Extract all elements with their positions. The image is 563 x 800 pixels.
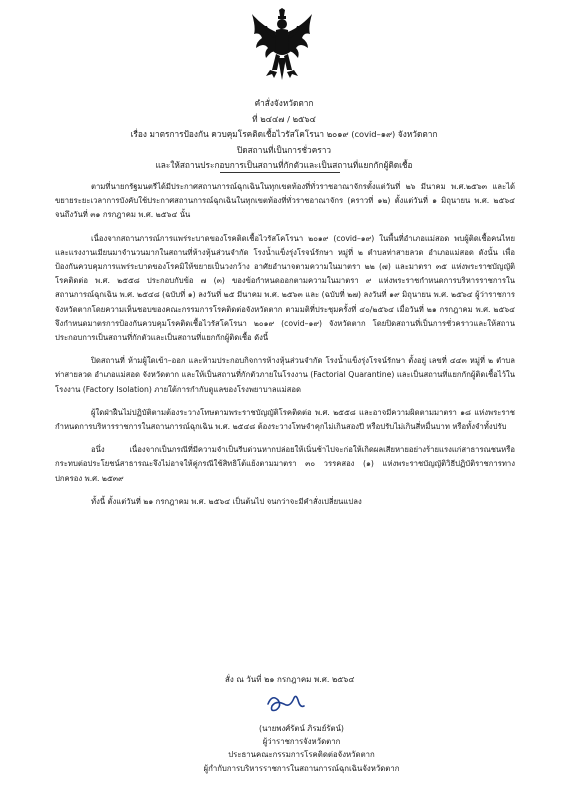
paragraph-closure: ปิดสถานที่ ห้ามผู้ใดเข้า–ออก และห้ามประกอบกิจการห้างหุ้นส่วนจำกัด โรงน้ำแข็งรุ่งโรจน์รักษา ตั้งอยู่ เลขที่ ๔๔๓ หมู่ที่ ๒ ตำบลท่าสายลวด อำเภอแม่สอด จังหวัดตาก และให้เป็นสถานที่กักตัวภายในโรงงาน (Factorial Quarantine) และเป็นสถานที่แยกกักผู้ติดเชื้อไว้ในโรงงาน (Factory Isolation) ภายใต้การกำกับดูแลของโรงพยาบาลแม่สอด (55, 356, 515, 394)
signer-title-committee-chair: ประธานคณะกรรมการโรคติดต่อจังหวัดตาก (228, 750, 375, 760)
subject-line-1: เรื่อง มาตรการป้องกัน ควบคุมโรคติดเชื้อไวรัสโคโรนา ๒๐๑๙ (covid–๑๙) จังหวัดตาก (130, 129, 438, 140)
signature-icon (262, 690, 308, 716)
paragraph-urgency: อนึ่ง เนื่องจากเป็นกรณีที่มีความจำเป็นรีบด่วนหากปล่อยให้เนิ่นช้าไปจะก่อให้เกิดผลเสียหายอย่างร้ายแรงแก่สาธารณชนหรือกระทบต่อประโยชน์สาธารณะจึงไม่อาจให้คู่กรณีใช้สิทธิโต้แย้งตามมาตรา ๓๐ วรรคสอง (๑) แห่งพระราชบัญญัติวิธีปฏิบัติราชการทางปกครอง พ.ศ. ๒๕๓๙ (55, 445, 515, 483)
paragraph-effective-date: ทั้งนี้ ตั้งแต่วันที่ ๒๑ กรกฎาคม พ.ศ. ๒๕๖๔ เป็นต้นไป จนกว่าจะมีคำสั่งเปลี่ยนแปลง (91, 496, 362, 506)
order-number: ที่ ๒๔๔๗ / ๒๕๖๔ (252, 113, 316, 124)
header-divider (220, 172, 340, 173)
subject-line-3: และให้สถานประกอบการเป็นสถานที่กักตัวและเป็นสถานที่แยกกักผู้ติดเชื้อ (155, 160, 413, 171)
order-body (55, 180, 515, 514)
signer-title-governor: ผู้ว่าราชการจังหวัดตาก (262, 737, 341, 747)
order-header (55, 96, 513, 174)
paragraph-measures: เนื่องจากสถานการณ์การแพร่ระบาดของโรคติดเชื้อไวรัสโคโรนา ๒๐๑๙ (covid–๑๙) ในพื้นที่อำเภอแม่สอด พบผู้ติดเชื้อคนไทยและแรงงานเมียนมาจำนวนมากในสถานที่ห้างหุ้นส่วนจำกัด โรงน้ำแข็งรุ่งโรจน์รักษา หมู่ที่ ๒ ตำบลท่าสายลวด อำเภอแม่สอด ดังนั้น เพื่อป้องกันควบคุมการแพร่ระบาดของโรคมิให้ขยายเป็นวงกว้าง อาศัยอำนาจตามความในมาตรา ๒๒ (๗) และมาตรา ๓๕ แห่งพระราชบัญญัติโรคติดต่อ พ.ศ. ๒๕๕๘ ประกอบกับข้อ ๗ (๓) ของข้อกำหนดออกตามความในมาตรา ๙ แห่งพระราชกำหนดการบริหารราชการในสถานการณ์ฉุกเฉิน พ.ศ. ๒๕๔๘ (ฉบับที่ ๑) ลงวันที่ ๒๕ มีนาคม พ.ศ. ๒๕๖๓ และ (ฉบับที่ ๒๗) ลงวันที่ ๑๙ มิถุนายน พ.ศ. ๒๕๖๔ ผู้ว่าราชการจังหวัดตากโดยความเห็นชอบของคณะกรรมการโรคติดต่อจังหวัดตาก ตามมติที่ประชุมครั้งที่ ๔๐/๒๕๖๔ เมื่อวันที่ ๒๑ กรกฎาคม พ.ศ. ๒๕๖๔ จึงกำหนดมาตรการป้องกันควบคุมโรคติดเชื้อไวรัสโคโรนา ๒๐๑๙ (covid–๑๙) จังหวัดตาก โดยปิดสถานที่เป็นการชั่วคราวและให้สถานประกอบการเป็นสถานที่กักตัวและเป็นสถานที่แยกกักผู้ติดเชื้อ ดังนี้ (55, 233, 515, 343)
order-title: คำสั่งจังหวัดตาก (254, 98, 314, 108)
signer-title-emergency-director: ผู้กำกับการบริหารราชการในสถานการณ์ฉุกเฉินจังหวัดตาก (203, 763, 400, 773)
subject-line-2: ปิดสถานที่เป็นการชั่วคราว (236, 144, 332, 155)
paragraph-penalty: ผู้ใดฝ่าฝืนไม่ปฏิบัติตามต้องระวางโทษตามพระราชบัญญัติโรคติดต่อ พ.ศ. ๒๕๕๘ และอาจมีความผิดตามมาตรา ๑๘ แห่งพระราชกำหนดการบริหารราชการในสถานการณ์ฉุกเฉิน พ.ศ. ๒๕๔๘ ต้องระวางโทษจำคุกไม่เกินสองปี หรือปรับไม่เกินสี่หมื่นบาท หรือทั้งจำทั้งปรับ (55, 407, 515, 432)
paragraph-background: ตามที่นายกรัฐมนตรีได้มีประกาศสถานการณ์ฉุกเฉินในทุกเขตท้องที่ทั่วราชอาณาจักรตั้งแต่วันที่ ๒๖ มีนาคม พ.ศ.๒๕๖๓ และได้ขยายระยะเวลาการบังคับใช้ประกาศสถานการณ์ฉุกเฉินในทุกเขตท้องที่ทั่วราชอาณาจักร (คราวที่ ๑๒) ตั้งแต่วันที่ ๑ มิถุนายน พ.ศ. ๒๕๖๔ จนถึงวันที่ ๓๑ กรกฎาคม พ.ศ. ๒๕๖๔ นั้น (55, 182, 515, 220)
garuda-emblem-icon (250, 8, 314, 86)
ordered-date: สั่ง ณ วันที่ ๒๑ กรกฎาคม พ.ศ. ๒๕๖๔ (225, 675, 355, 684)
signer-block (150, 722, 453, 775)
signer-name: (นายพงศ์รัตน์ ภิรมย์รัตน์) (259, 724, 344, 733)
